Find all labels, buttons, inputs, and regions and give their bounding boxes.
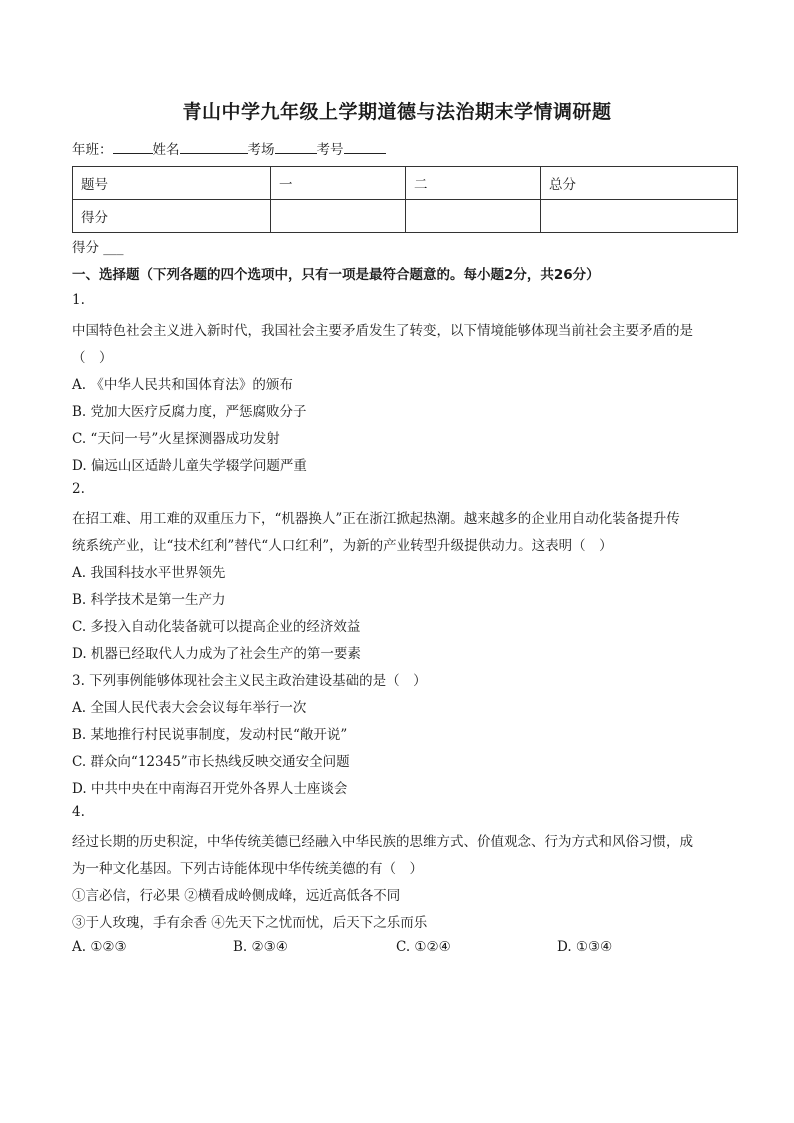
- option-a[interactable]: A. ①②③: [72, 939, 127, 955]
- option-a[interactable]: A. 我国科技水平世界领先: [72, 565, 226, 581]
- option-d[interactable]: D. 机器已经取代人力成为了社会生产的第一要素: [72, 646, 361, 662]
- room-blank[interactable]: [275, 139, 317, 154]
- option-a[interactable]: A. 全国人民代表大会会议每年举行一次: [72, 700, 307, 716]
- option-c[interactable]: C. 多投入自动化装备就可以提高企业的经济效益: [72, 619, 361, 635]
- question-stem-line: 3. 下列事例能够体现社会主义民主政治建设基础的是（ ）: [72, 673, 427, 689]
- section-heading: 一、选择题（下列各题的四个选项中，只有一项是最符合题意的。每小题2分，共26分）: [72, 267, 600, 283]
- header-cell-question-no: 题号: [73, 167, 271, 200]
- class-label: 年班：: [72, 142, 113, 158]
- option-b[interactable]: B. 某地推行村民说事制度，发动村民“敞开说”: [72, 727, 348, 743]
- question-stem-line: 统系统产业，让“技术红利”替代“人口红利”，为新的产业转型升级提供动力。这表明（ ）: [72, 538, 613, 554]
- question-stem-line: ①言必信，行必果 ②横看成岭侧成峰，远近高低各不同: [72, 888, 401, 904]
- header-cell-part-two: 二: [406, 167, 541, 200]
- option-b[interactable]: B. ②③④: [233, 939, 288, 955]
- score-table-header-row: [73, 167, 738, 200]
- score-cell-part-one[interactable]: [271, 200, 406, 233]
- exam-title: 青山中学九年级上学期道德与法治期末学情调研题: [182, 101, 612, 123]
- score-table: [72, 166, 738, 233]
- option-d[interactable]: D. 偏远山区适龄儿童失学辍学问题严重: [72, 458, 307, 474]
- score-cell-total[interactable]: [541, 200, 738, 233]
- question-stem-line: ③于人玫瑰，手有余香 ④先天下之忧而忧，后天下之乐而乐: [72, 915, 428, 931]
- name-blank[interactable]: [180, 139, 248, 154]
- question-stem-line: 在招工难、用工难的双重压力下，“机器换人”正在浙江掀起热潮。越来越多的企业用自动化装备提升传: [72, 511, 680, 527]
- room-label: 考场: [247, 142, 275, 158]
- number-blank[interactable]: [344, 139, 386, 154]
- score-cell-part-two[interactable]: [406, 200, 541, 233]
- header-cell-total: 总分: [541, 167, 738, 200]
- question-stem-line: （ ）: [72, 350, 113, 366]
- question-number: 2.: [72, 481, 85, 497]
- header-cell-part-one: 一: [271, 167, 406, 200]
- score-line: 得分 ___: [72, 240, 124, 256]
- option-c[interactable]: C. “天问一号”火星探测器成功发射: [72, 431, 280, 447]
- option-c[interactable]: C. ①②④: [396, 939, 451, 955]
- student-info-line: [72, 138, 386, 158]
- question-stem-line: 经过长期的历史积淀，中华传统美德已经融入中华民族的思维方式、价值观念、行为方式和风俗习惯，成: [72, 834, 693, 850]
- class-blank[interactable]: [113, 139, 153, 154]
- number-label: 考号: [316, 142, 344, 158]
- name-label: 姓名: [152, 142, 180, 158]
- question-number: 4.: [72, 804, 85, 820]
- question-number: 1.: [72, 292, 85, 308]
- score-table-score-row: [73, 200, 738, 233]
- option-c[interactable]: C. 群众向“12345”市长热线反映交通安全问题: [72, 754, 350, 770]
- option-b[interactable]: B. 党加大医疗反腐力度，严惩腐败分子: [72, 404, 307, 420]
- score-row-label: 得分: [73, 200, 271, 233]
- question-stem-line: 为一种文化基因。下列古诗能体现中华传统美德的有（ ）: [72, 861, 423, 877]
- option-a[interactable]: A. 《中华人民共和国体育法》的颁布: [72, 377, 293, 393]
- question-stem-line: 中国特色社会主义进入新时代，我国社会主要矛盾发生了转变，以下情境能够体现当前社会主要矛盾的是: [72, 323, 693, 339]
- option-d[interactable]: D. 中共中央在中南海召开党外各界人士座谈会: [72, 781, 348, 797]
- option-d[interactable]: D. ①③④: [557, 939, 613, 955]
- option-b[interactable]: B. 科学技术是第一生产力: [72, 592, 226, 608]
